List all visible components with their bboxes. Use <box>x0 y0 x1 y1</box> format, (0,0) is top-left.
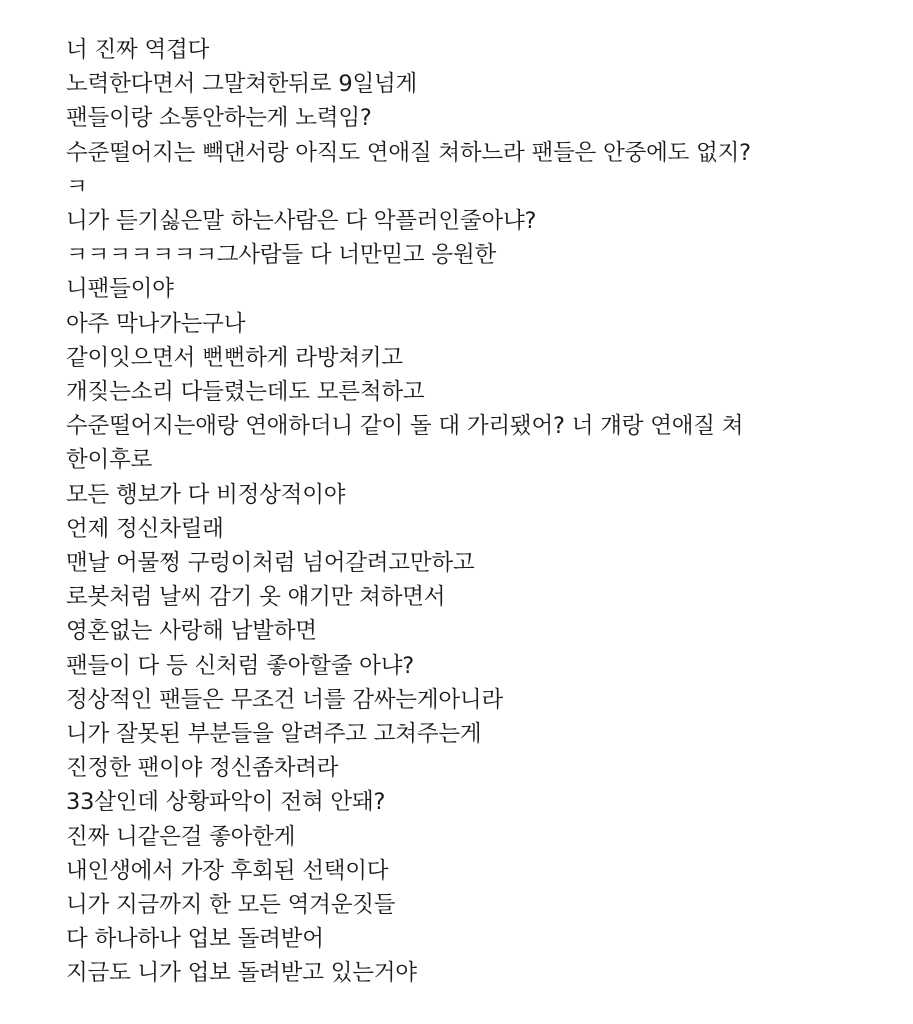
note-line: 노력한다면서 그말쳐한뒤로 9일넘게 <box>66 71 418 98</box>
note-text <box>66 33 886 991</box>
note-line: ㅋㅋㅋㅋㅋㅋㅋ그사람들 다 너만믿고 응원한 <box>66 242 497 269</box>
note-line: 팬들이랑 소통안하는게 노력임? <box>66 105 372 132</box>
note-line: 진짜 니같은걸 좋아한게 <box>66 823 296 850</box>
note-line: 니가 지금까지 한 모든 역겨운짓들 <box>66 892 396 919</box>
note-line: 한이후로 <box>66 447 153 474</box>
note-line: 모든 행보가 다 비정상적이야 <box>66 481 346 508</box>
note-line: 니팬들이야 <box>66 276 174 303</box>
note-line: 로봇처럼 날씨 감기 옷 얘기만 쳐하면서 <box>66 584 446 611</box>
note-line: 지금도 니가 업보 돌려받고 있는거야 <box>66 960 417 987</box>
note-line: 니가 잘못된 부분들을 알려주고 고쳐주는게 <box>66 721 482 748</box>
note-line: ㅋ <box>66 173 88 200</box>
note-line: 언제 정신차릴래 <box>66 515 224 542</box>
note-line: 니가 듣기싫은말 하는사람은 다 악플러인줄아냐? <box>66 208 537 235</box>
note-line: 내인생에서 가장 후회된 선택이다 <box>66 857 389 884</box>
note-line: 아주 막나가는구나 <box>66 310 246 337</box>
note-line: 영혼없는 사랑해 남발하면 <box>66 618 317 645</box>
note-line: 수준떨어지는애랑 연애하더니 같이 돌 대 가리됐어? 너 걔랑 연애질 쳐 <box>66 413 744 440</box>
note-line: 같이잇으면서 뻔뻔하게 라방쳐키고 <box>66 344 403 371</box>
note-line: 개짖는소리 다들렸는데도 모른척하고 <box>66 379 425 406</box>
note-line: 팬들이 다 등 신처럼 좋아할줄 아냐? <box>66 652 414 679</box>
note-line: 정상적인 팬들은 무조건 너를 감싸는게아니라 <box>66 686 503 713</box>
note-line: 33살인데 상황파악이 전혀 안돼? <box>66 789 386 816</box>
note-line: 진정한 팬이야 정신좀차려라 <box>66 755 339 782</box>
note-line: 너 진짜 역겹다 <box>66 37 210 63</box>
note-line: 맨날 어물쩡 구렁이처럼 넘어갈려고만하고 <box>66 550 475 577</box>
note-line: 수준떨어지는 빽댄서랑 아직도 연애질 쳐하느라 팬들은 안중에도 없지? <box>66 139 751 166</box>
note-line: 다 하나하나 업보 돌려받어 <box>66 926 324 953</box>
